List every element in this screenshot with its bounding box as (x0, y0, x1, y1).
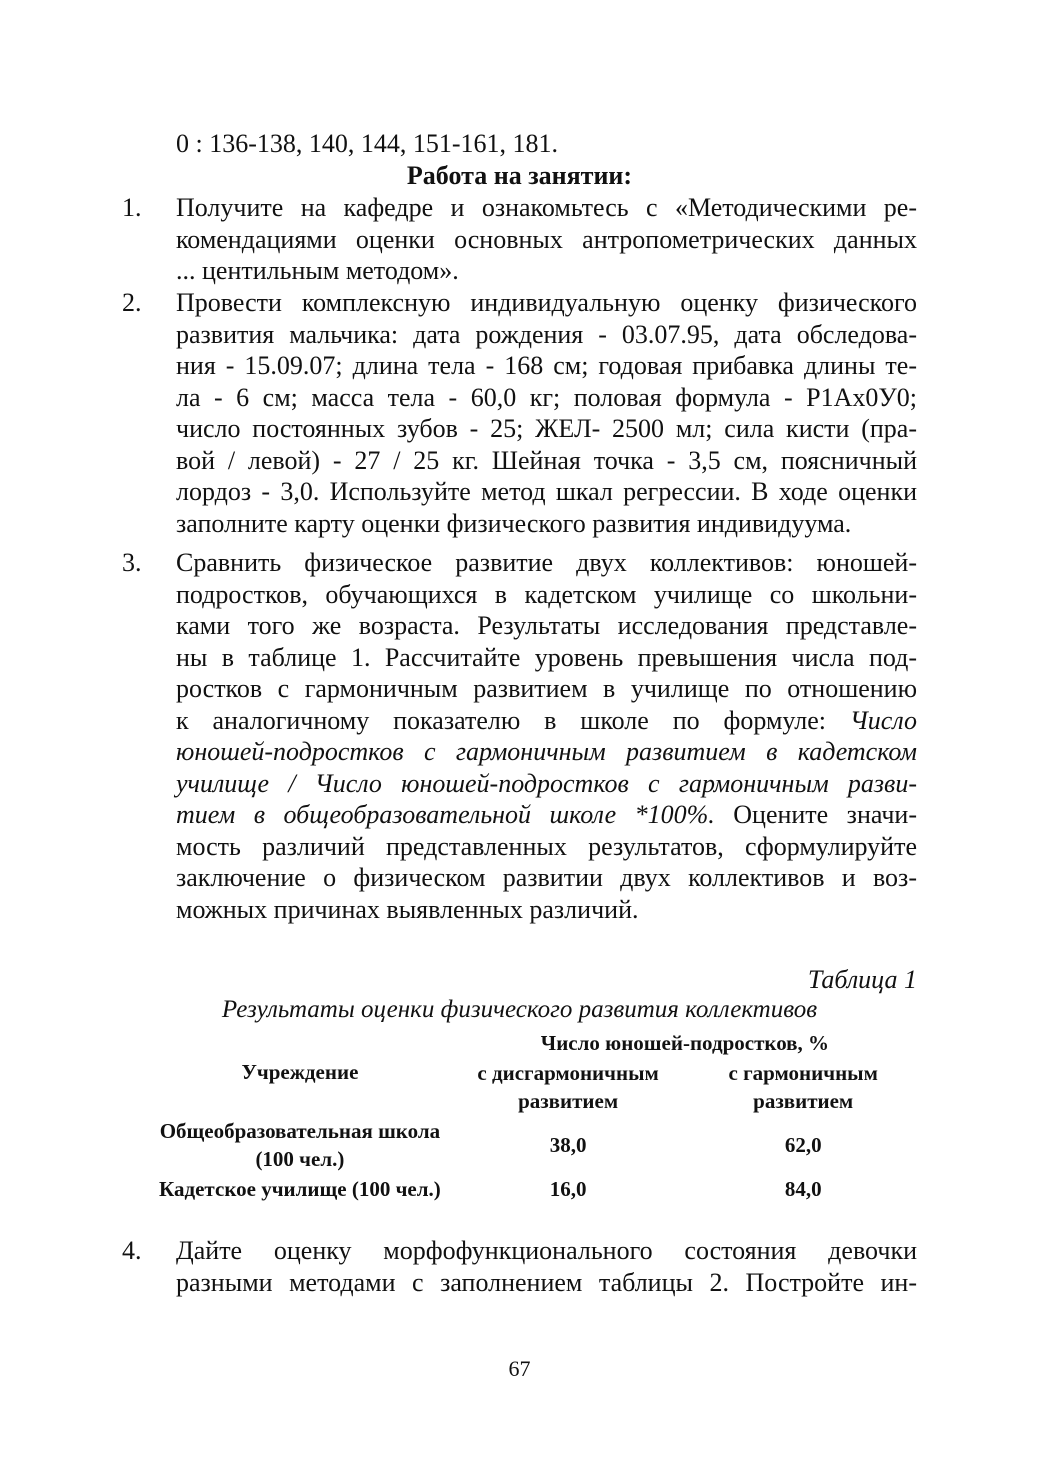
item-line: ... центильным методом». (176, 256, 459, 285)
formula-line: юношей-подростков с гармоничным развитием в кадетском (176, 737, 917, 766)
item-line: ла - 6 см; масса тела - 60,0 кг; половая формула - P1Ax0У0; (176, 382, 917, 412)
item-line: разными методами с заполнением таблицы 2. Постройте ин- (176, 1267, 917, 1297)
formula-line: училище / Число юношей-подростков с гармоничным разви- (176, 768, 917, 798)
item-line: ками того же возраста. Результаты исследования представле- (176, 611, 917, 640)
item-line: ростков с гармоничным развитием в училище по отношению (176, 674, 917, 703)
item-number: 1. (122, 193, 142, 222)
item-line: лордоз - 3,0. Используйте метод шкал регрессии. В ходе оценки (176, 477, 917, 506)
intro-line: 0 : 136-138, 140, 144, 151-161, 181. (176, 129, 559, 158)
item-line: подростков, обучающихся в кадетском училище со школьни- (176, 579, 917, 609)
formula-text: Число (849, 705, 917, 735)
item-number: 3. (122, 548, 142, 577)
item-line-plain: к аналогичному показателю в школе по формуле: (176, 705, 850, 735)
table-row (150, 1116, 920, 1174)
row-harm-value: 62,0 (784, 1133, 822, 1157)
item-line: вой / левой) - 27 / 25 кг. Шейная точка - 3,5 см, поясничный (176, 445, 917, 475)
item-line: комендациями оценки основных антропометрических данных (176, 224, 917, 254)
item-line: мость различий представленных результатов, сформулируйте (176, 831, 917, 861)
item-line-mixed (176, 799, 917, 831)
item-line: Получите на кафедре и ознакомьтесь с «Методическими ре- (176, 193, 917, 222)
item-line: заключение о физическом развитии двух коллективов и воз- (176, 863, 917, 892)
item-line: Дайте оценку морфофункционального состояния девочки (176, 1236, 917, 1265)
table-title: Результаты оценки физического развития коллективов (221, 996, 818, 1023)
item-line-mixed (176, 705, 917, 737)
table-header-row (150, 1028, 920, 1058)
header-dis: с дисгармоничным развитием (477, 1061, 659, 1113)
item-number: 2. (122, 288, 142, 317)
item-line: Сравнить физическое развитие двух коллективов: юношей- (176, 548, 917, 577)
section-heading: Работа на занятии: (406, 161, 633, 190)
row-harm-value: 84,0 (784, 1177, 822, 1201)
results-table (150, 1028, 920, 1204)
item-line: ны в таблице 1. Рассчитайте уровень превышения числа под- (176, 642, 917, 672)
header-group: Число юношей-подростков, % (540, 1031, 830, 1055)
item-line: Провести комплексную индивидуальную оценку физического (176, 288, 917, 317)
table-caption: Таблица 1 (807, 965, 917, 994)
row-institution: Общеобразовательная школа (100 чел.) (159, 1119, 441, 1171)
page-number: 67 (508, 1356, 531, 1381)
row-dis-value: 16,0 (549, 1177, 587, 1201)
item-line-plain: Оцените значи- (714, 800, 918, 829)
row-dis-value: 38,0 (549, 1133, 587, 1157)
formula-text: тием в общеобразовательной школе *100%. (176, 800, 715, 829)
item-number: 4. (122, 1236, 142, 1265)
row-institution: Кадетское училище (100 чел.) (159, 1177, 441, 1201)
item-line: развития мальчика: дата рождения - 03.07.95, дата обследова- (176, 319, 917, 349)
item-line: заполните карту оценки физического развития индивидуума. (176, 508, 852, 538)
table-row (150, 1174, 920, 1204)
item-line: ния - 15.09.07; длина тела - 168 см; годовая прибавка длины те- (176, 351, 917, 380)
header-institution: Учреждение (241, 1060, 359, 1084)
item-line: число постоянных зубов - 25; ЖЕЛ- 2500 мл; сила кисти (пра- (176, 414, 917, 443)
header-harm: с гармоничным развитием (728, 1061, 878, 1113)
item-line: можных причинах выявленных различий. (176, 894, 639, 924)
